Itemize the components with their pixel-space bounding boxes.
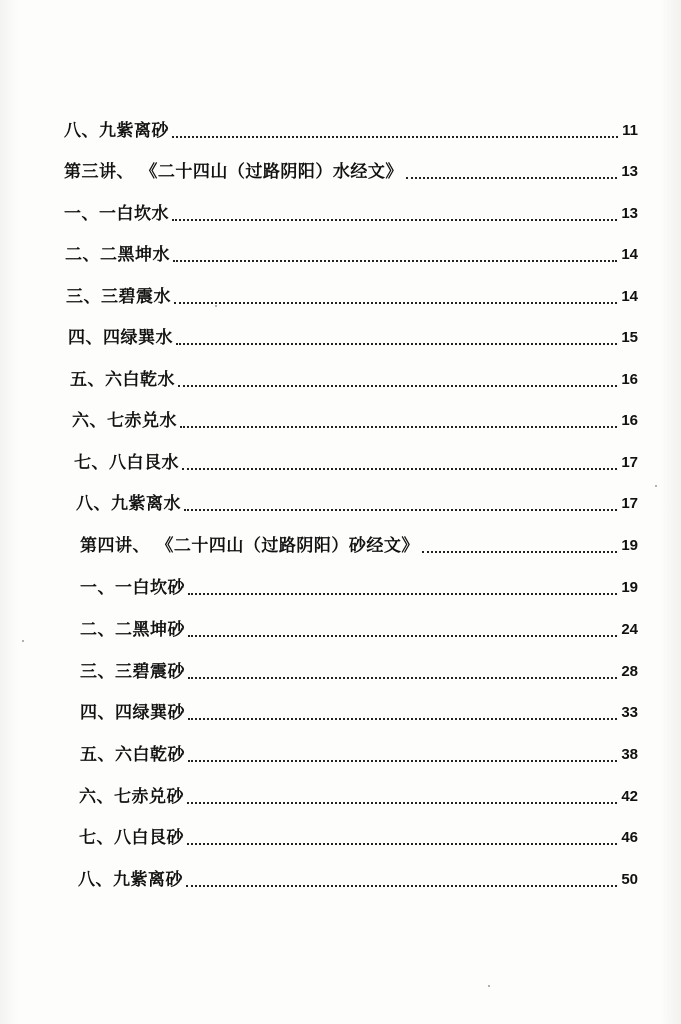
toc-entry-page: 14 (621, 246, 638, 263)
toc-entry-page: 46 (621, 829, 638, 846)
toc-leader-dots (184, 508, 617, 511)
toc-leader-dots (180, 425, 617, 428)
toc-leader-dots (188, 592, 617, 595)
toc-leader-dots (422, 550, 617, 553)
scan-speck (655, 485, 657, 487)
toc-entry-title: 八、九紫离砂 (64, 121, 169, 141)
toc-leader-dots (406, 176, 617, 179)
toc-entry (66, 278, 638, 308)
toc-entry-page: 17 (621, 495, 638, 512)
toc-entry-title: 七、八白艮砂 (79, 828, 184, 848)
toc-entry-page: 17 (621, 454, 638, 471)
toc-entry (72, 402, 638, 432)
toc-leader-dots (173, 259, 617, 262)
toc-entry-title: 六、七赤兑砂 (79, 787, 184, 807)
scan-speck (215, 305, 217, 307)
toc-entry-page: 15 (621, 329, 638, 346)
toc-leader-dots (186, 884, 617, 887)
toc-entry-title: 第四讲、 《二十四山（过路阴阳）砂经文》 (80, 536, 419, 556)
toc-entry-page: 19 (621, 537, 638, 554)
scan-speck (22, 640, 24, 642)
toc-entry (79, 819, 638, 849)
toc-leader-dots (176, 342, 617, 345)
toc-entry-page: 16 (621, 371, 638, 388)
toc-leader-dots (178, 384, 617, 387)
toc-leader-dots (188, 759, 617, 762)
toc-entry-title: 二、二黑坤砂 (80, 620, 185, 640)
toc-leader-dots (172, 218, 617, 221)
toc-entry (80, 653, 638, 683)
toc-entry (64, 112, 638, 142)
toc-entry-page: 42 (621, 788, 638, 805)
toc-entry (70, 361, 638, 391)
scan-speck (488, 985, 490, 987)
toc-leader-dots (187, 842, 617, 845)
toc-entry-page: 38 (621, 746, 638, 763)
toc-entry (74, 444, 638, 474)
toc-entry-page: 19 (621, 579, 638, 596)
toc-entry-title: 七、八白艮水 (74, 453, 179, 473)
toc-entry (80, 736, 638, 766)
toc-entry (80, 611, 638, 641)
toc-entry-title: 三、三碧震水 (66, 287, 171, 307)
toc-entry-title: 五、六白乾砂 (80, 745, 185, 765)
toc-leader-dots (174, 301, 617, 304)
toc-entry-title: 二、二黑坤水 (65, 245, 170, 265)
toc-entry-page: 28 (621, 663, 638, 680)
toc-entry-page: 13 (621, 163, 638, 180)
toc-entry-title: 一、一白坎砂 (80, 578, 185, 598)
toc-entry-title: 三、三碧震砂 (80, 662, 185, 682)
toc-entry (78, 861, 638, 891)
toc-entry (80, 694, 638, 724)
toc-entry (80, 569, 638, 599)
toc-entry-page: 11 (622, 122, 638, 139)
toc-entry (64, 153, 638, 183)
toc-leader-dots (182, 467, 617, 470)
toc-leader-dots (188, 676, 617, 679)
toc-entry-title: 五、六白乾水 (70, 370, 175, 390)
toc-entry-title: 一、一白坎水 (64, 204, 169, 224)
toc-entry-title: 四、四绿巽砂 (80, 703, 185, 723)
toc-entry-page: 50 (621, 871, 638, 888)
toc-entry-title: 八、九紫离水 (76, 494, 181, 514)
toc-entry (80, 527, 638, 557)
toc-entry-title: 六、七赤兑水 (72, 411, 177, 431)
toc-entry-page: 33 (621, 704, 638, 721)
toc-leader-dots (188, 634, 617, 637)
toc-entry-title: 四、四绿巽水 (68, 328, 173, 348)
toc-entry-page: 14 (621, 288, 638, 305)
toc-entry-title: 第三讲、 《二十四山（过路阴阳）水经文》 (64, 162, 403, 182)
toc-entry (65, 236, 638, 266)
toc-entry-page: 13 (621, 205, 638, 222)
toc-leader-dots (187, 801, 617, 804)
toc-entry-page: 24 (621, 621, 638, 638)
toc-entry (79, 778, 638, 808)
toc-leader-dots (172, 135, 618, 138)
toc-leader-dots (188, 717, 617, 720)
toc-entry-page: 16 (621, 412, 638, 429)
toc-entry (64, 195, 638, 225)
toc-entry-title: 八、九紫离砂 (78, 870, 183, 890)
toc-entry (68, 319, 638, 349)
toc-entry (76, 485, 638, 515)
